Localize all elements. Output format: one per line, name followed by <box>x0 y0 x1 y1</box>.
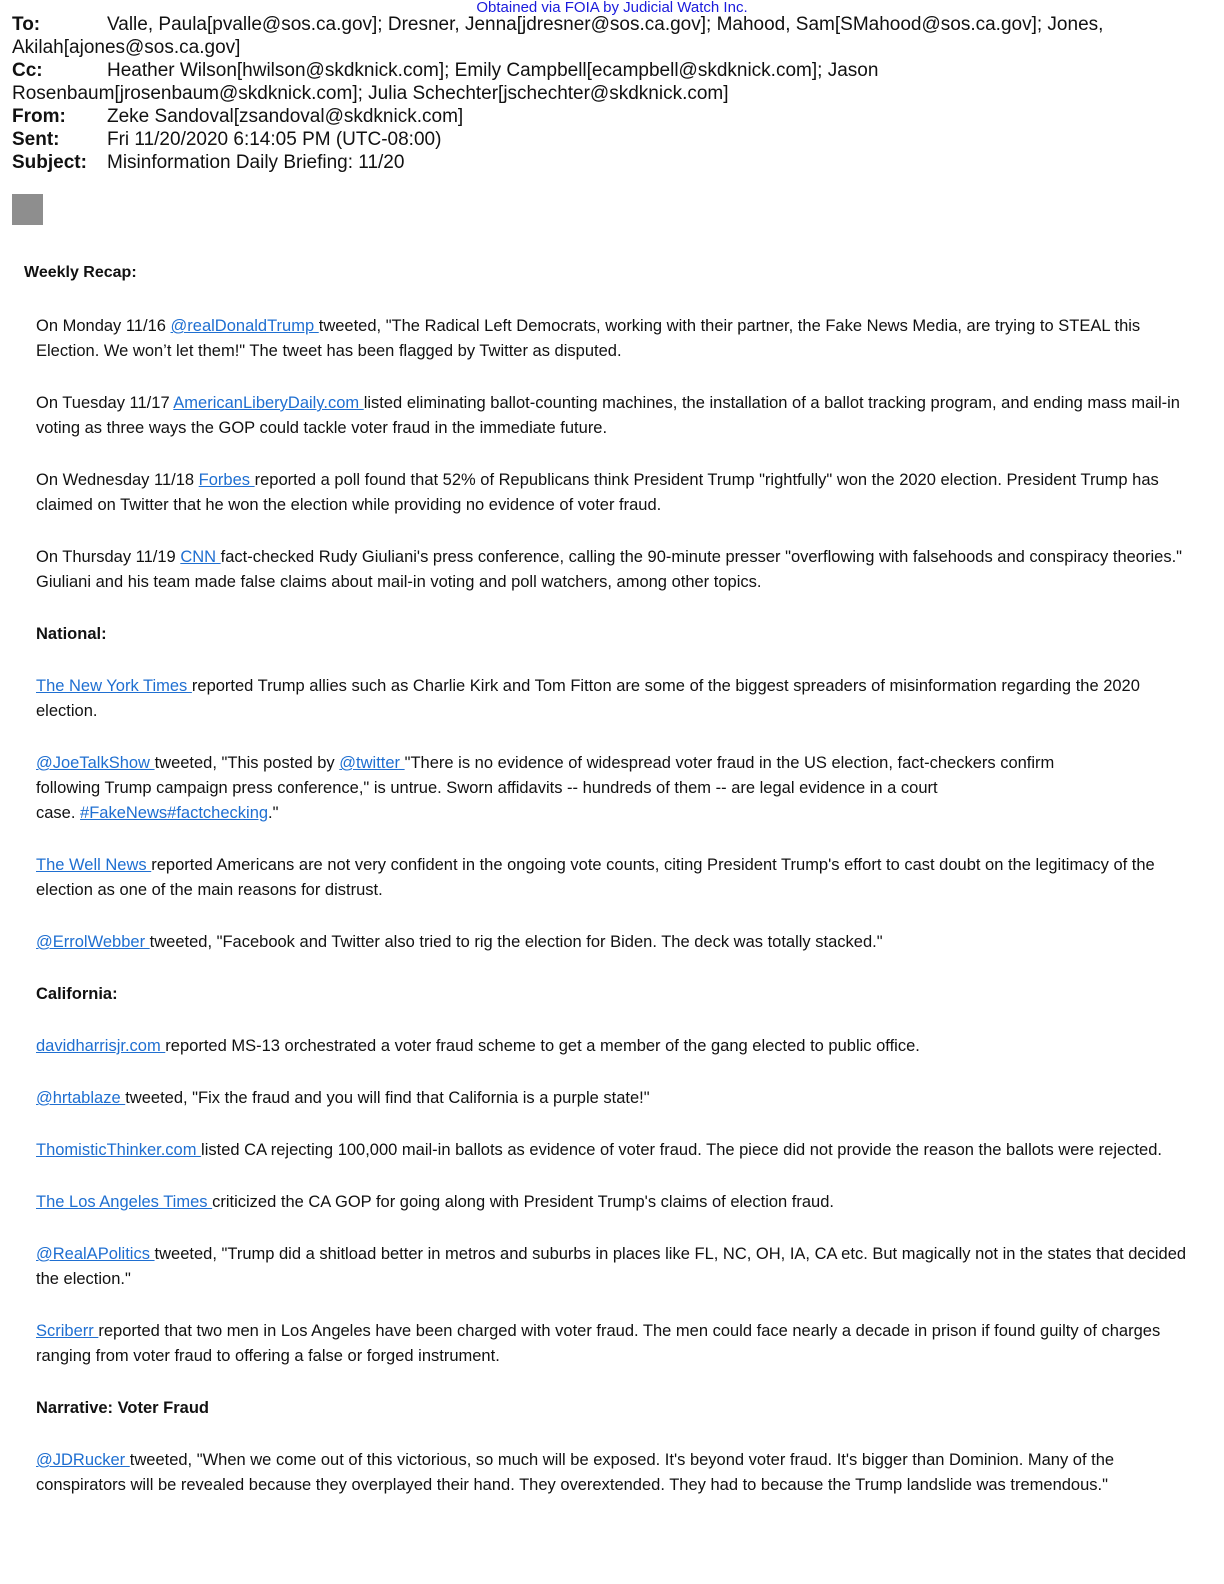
item-text: case. <box>36 804 81 822</box>
from-row <box>12 105 1207 128</box>
source-link[interactable]: CNN <box>180 548 221 566</box>
california-heading: California: <box>36 985 118 1003</box>
weekly-item <box>36 391 1204 441</box>
weekly-item-lead: On Thursday 11/19 <box>36 548 181 566</box>
to-value: Valle, Paula[pvalle@sos.ca.gov]; Dresner, Jenna[jdresner@sos.ca.gov]; Mahood, Sam[SMahood@sos.ca.gov]; Jones, Akilah[ajones@sos.ca.gov] <box>12 14 1104 58</box>
source-link[interactable]: The Well News <box>36 856 152 874</box>
to-label: To: <box>12 14 41 35</box>
sent-row <box>12 128 1207 151</box>
weekly-item <box>36 314 1204 364</box>
item-text: reported Trump allies such as Charlie Kirk and Tom Fitton are some of the biggest spreaders of misinformation regarding the 2020 election. <box>36 677 1140 720</box>
california-item <box>36 1034 1204 1059</box>
subject-label: Subject: <box>12 152 87 173</box>
subject-row <box>12 151 1207 174</box>
source-link[interactable]: @JDRucker <box>36 1451 130 1469</box>
item-text: tweeted, "When we come out of this victorious, so much will be exposed. It's beyond voter fraud. It's bigger than Dominion. Many of the conspirators will be revealed because they overplayed their hand. They overextended. They had to because the Trump landslide was tremendous." <box>36 1451 1115 1494</box>
item-text: following Trump campaign press conference," is untrue. Sworn affidavits -- hundreds of them -- are legal evidence in a court <box>36 779 938 797</box>
email-header <box>12 13 1207 174</box>
item-text: tweeted, "Facebook and Twitter also tried to rig the election for Biden. The deck was totally stacked." <box>149 933 883 951</box>
twitter-link[interactable]: @twitter <box>339 754 405 772</box>
weekly-item <box>36 545 1204 595</box>
source-link[interactable]: Forbes <box>198 471 255 489</box>
narrative-item <box>36 1448 1204 1498</box>
source-link[interactable]: AmericanLiberyDaily.com <box>173 394 364 412</box>
item-text: tweeted, "This posted by <box>154 754 340 772</box>
narrative-heading: Narrative: Voter Fraud <box>36 1399 209 1417</box>
california-item <box>36 1086 1204 1111</box>
subject-value: Misinformation Daily Briefing: 11/20 <box>107 152 405 173</box>
item-text: ." <box>268 804 279 822</box>
item-text: listed CA rejecting 100,000 mail-in ballots as evidence of voter fraud. The piece did not provide the reason the ballots were rejected. <box>201 1141 1162 1159</box>
source-link[interactable]: @hrtablaze <box>36 1089 126 1107</box>
from-label: From: <box>12 106 66 127</box>
cc-row <box>12 59 1207 105</box>
weekly-item-lead: On Wednesday 11/18 <box>36 471 199 489</box>
source-link[interactable]: @realDonaldTrump <box>170 317 319 335</box>
weekly-item-lead: On Monday 11/16 <box>36 317 171 335</box>
weekly-item-text: fact-checked Rudy Giuliani's press conference, calling the 90-minute presser "overflowing with falsehoods and conspiracy theories." Giuliani and his team made false claims about mail-in voting and poll watchers, among other topics. <box>36 548 1183 591</box>
attachment-placeholder-icon <box>12 194 43 225</box>
source-link[interactable]: ThomisticThinker.com <box>36 1141 202 1159</box>
source-link[interactable]: The Los Angeles Times <box>36 1193 213 1211</box>
item-text: criticized the CA GOP for going along with President Trump's claims of election fraud. <box>212 1193 834 1211</box>
source-link[interactable]: Scriberr <box>36 1322 99 1340</box>
foia-watermark: Obtained via FOIA by Judicial Watch Inc. <box>476 0 748 16</box>
source-link[interactable]: The New York Times <box>36 677 192 695</box>
weekly-item-text: reported a poll found that 52% of Republicans think President Trump "rightfully" won the 2020 election. President Trump has claimed on Twitter that he won the election while providing no evidence of voter fraud. <box>36 471 1159 514</box>
item-text: tweeted, "Fix the fraud and you will find that California is a purple state!" <box>125 1089 650 1107</box>
briefing-body <box>36 314 1204 1525</box>
to-row <box>12 13 1207 59</box>
hashtag-link[interactable]: #FakeNews#factchecking <box>80 804 269 822</box>
item-text: reported MS-13 orchestrated a voter fraud scheme to get a member of the gang elected to public office. <box>165 1037 920 1055</box>
california-item <box>36 1190 1204 1215</box>
weekly-recap-heading: Weekly Recap: <box>24 264 137 281</box>
cc-label: Cc: <box>12 60 43 81</box>
california-item <box>36 1319 1204 1369</box>
california-item <box>36 1138 1204 1163</box>
national-item <box>36 674 1204 724</box>
item-text: reported that two men in Los Angeles have been charged with voter fraud. The men could face nearly a decade in prison if found guilty of charges ranging from voter fraud to offering a false or forged instrument. <box>36 1322 1161 1365</box>
item-text: "There is no evidence of widespread voter fraud in the US election, fact-checkers confirm <box>404 754 1055 772</box>
weekly-item-lead: On Tuesday 11/17 <box>36 394 174 412</box>
sent-label: Sent: <box>12 129 60 150</box>
national-item <box>36 853 1204 903</box>
item-text: reported Americans are not very confident in the ongoing vote counts, citing President Trump's effort to cast doubt on the legitimacy of the election as one of the main reasons for distrust. <box>36 856 1155 899</box>
item-text: tweeted, "Trump did a shitload better in metros and suburbs in places like FL, NC, OH, IA, CA etc. But magically not in the states that decided the election." <box>36 1245 1187 1288</box>
weekly-item-text: listed eliminating ballot-counting machines, the installation of a ballot tracking program, and ending mass mail-in voting as three ways the GOP could tackle voter fraud in the immediate future. <box>36 394 1180 437</box>
cc-value: Heather Wilson[hwilson@skdknick.com]; Emily Campbell[ecampbell@skdknick.com]; Jason Rosenbaum[jrosenbaum@skdknick.com]; Julia Schechter[jschechter@skdknick.com] <box>12 60 879 104</box>
national-item <box>36 930 1204 955</box>
source-link[interactable]: @JoeTalkShow <box>36 754 155 772</box>
national-heading: National: <box>36 625 107 643</box>
from-value: Zeke Sandoval[zsandoval@skdknick.com] <box>107 106 464 127</box>
weekly-item-text: tweeted, "The Radical Left Democrats, working with their partner, the Fake News Media, are trying to STEAL this Election. We won’t let them!" The tweet has been flagged by Twitter as disputed. <box>36 317 1141 360</box>
weekly-item <box>36 468 1204 518</box>
sent-value: Fri 11/20/2020 6:14:05 PM (UTC-08:00) <box>107 129 442 150</box>
source-link[interactable]: davidharrisjr.com <box>36 1037 166 1055</box>
california-item <box>36 1242 1204 1292</box>
source-link[interactable]: @RealAPolitics <box>36 1245 155 1263</box>
national-item <box>36 751 1204 826</box>
source-link[interactable]: @ErrolWebber <box>36 933 150 951</box>
